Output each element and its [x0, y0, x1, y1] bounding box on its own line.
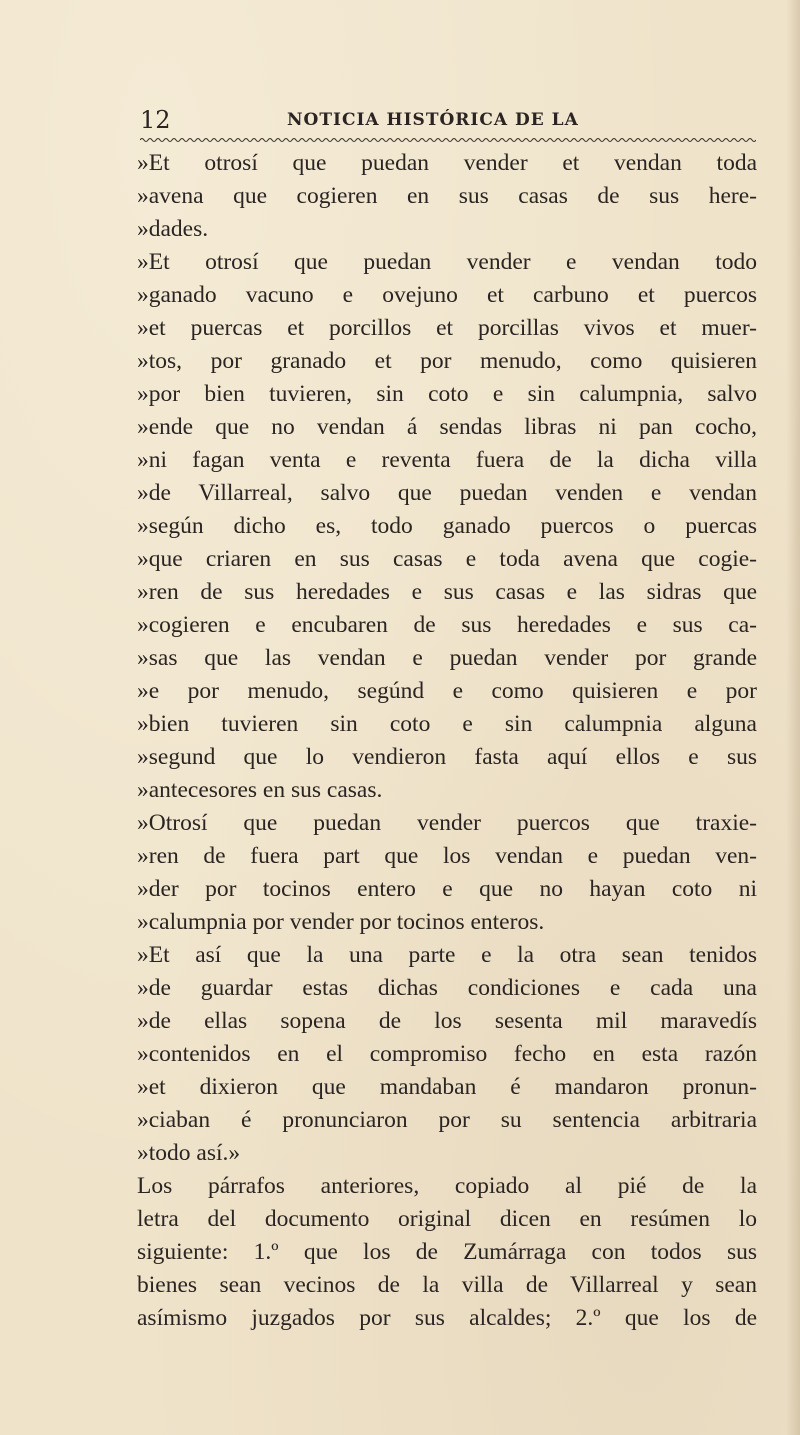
text-line: »Otrosí que puedan vender puercos que traxie- — [137, 810, 757, 836]
text-line: »de ellas sopena de los sesenta mil maravedís — [137, 1008, 757, 1034]
text-line: »todo así.» — [137, 1140, 241, 1166]
text-line: asímismo juzgados por sus alcaldes; 2.º que los de — [137, 1305, 757, 1331]
text-line: »ren de sus heredades e sus casas e las sidras que — [137, 579, 757, 605]
header-rule — [140, 137, 756, 143]
text-line: »Et así que la una parte e la otra sean tenidos — [137, 942, 757, 968]
text-line: »de guardar estas dichas condiciones e cada una — [137, 975, 757, 1001]
text-line: »de Villarreal, salvo que puedan venden e vendan — [137, 480, 757, 506]
text-line: »cogieren e encubaren de sus heredades e sus ca- — [137, 612, 757, 638]
text-line: »ren de fuera part que los vendan e puedan ven- — [137, 843, 757, 869]
text-line: »et dixieron que mandaban é mandaron pronun- — [137, 1074, 757, 1100]
text-line: siguiente: 1.º que los de Zumárraga con todos sus — [137, 1239, 757, 1265]
text-line: »ciaban é pronunciaron por su sentencia arbitraria — [137, 1107, 757, 1133]
text-line: »contenidos en el compromiso fecho en esta razón — [137, 1041, 757, 1067]
text-line: »por bien tuvieren, sin coto e sin calumpnia, salvo — [137, 381, 757, 407]
text-line: »ni fagan venta e reventa fuera de la dicha villa — [137, 447, 757, 473]
text-line: letra del documento original dicen en resúmen lo — [137, 1206, 757, 1232]
text-line: »que criaren en sus casas e toda avena que cogie- — [137, 546, 757, 572]
text-line: »Et otrosí que puedan vender e vendan todo — [137, 249, 757, 275]
text-line: »et puercas et porcillos et porcillas vivos et muer- — [137, 315, 757, 341]
text-line: »antecesores en sus casas. — [137, 777, 383, 803]
text-line: »Et otrosí que puedan vender et vendan toda — [137, 150, 757, 176]
running-title: NOTICIA HISTÓRICA DE LA — [287, 110, 579, 130]
text-line: »ende que no vendan á sendas libras ni pan cocho, — [137, 414, 757, 440]
text-line: »sas que las vendan e puedan vender por grande — [137, 645, 757, 671]
text-line: »según dicho es, todo ganado puercos o puercas — [137, 513, 757, 539]
text-line: »ganado vacuno e ovejuno et carbuno et puercos — [137, 282, 757, 308]
text-line: »der por tocinos entero e que no hayan coto ni — [137, 876, 757, 902]
text-line: »dades. — [137, 216, 209, 242]
text-line: »e por menudo, segúnd e como quisieren e por — [137, 678, 757, 704]
text-line: »segund que lo vendieron fasta aquí ellos e sus — [137, 744, 757, 770]
text-line: »avena que cogieren en sus casas de sus here- — [137, 183, 757, 209]
text-line: bienes sean vecinos de la villa de Villarreal y sean — [137, 1272, 757, 1298]
text-line: »calumpnia por vender por tocinos enteros. — [137, 909, 545, 935]
text-line: »bien tuvieren sin coto e sin calumpnia alguna — [137, 711, 757, 737]
page-edge-shadow — [786, 0, 800, 1435]
running-head — [140, 106, 755, 136]
page-number: 12 — [140, 106, 171, 134]
text-line: Los párrafos anteriores, copiado al pié de la — [137, 1173, 757, 1199]
text-line: »tos, por granado et por menudo, como quisieren — [137, 348, 757, 374]
body-text — [137, 147, 757, 1335]
